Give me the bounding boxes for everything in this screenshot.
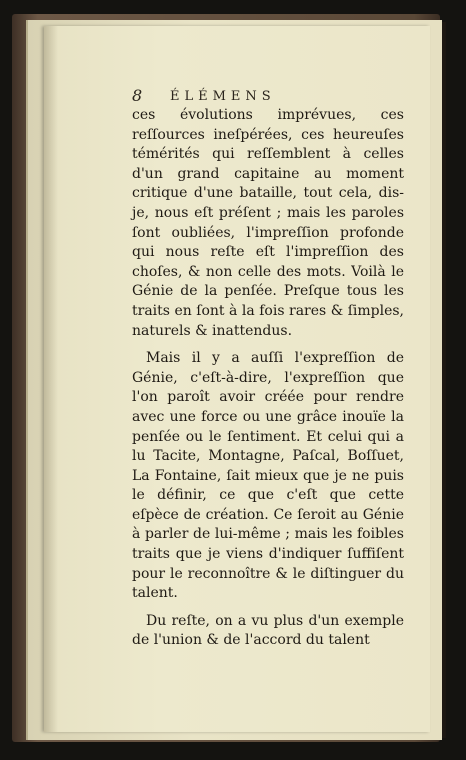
paragraph-3: Du reſte, on a vu plus d'un exemple de l'union & de l'accord du talent — [132, 612, 404, 649]
page-number: 8 — [132, 86, 143, 105]
gutter-shadow — [44, 26, 58, 732]
page-body — [132, 106, 404, 651]
paragraph-2: Mais il y a auſſi l'expreſſion de Génie, c'eſt-à-dire, l'expreſſion que l'on paroît avoir créée pour rendre avec une force ou une grâce inouïe la penſée ou le ſentiment. Et celui qui a lu Tacite, Montagne, Paſcal, Boſſuet, La Fontaine, ſait mieux que je ne puis le définir, ce que c'eſt que cette eſpèce de création. Ce ſeroit au Génie à parler de lui-même ; mais les foibles traits que je viens d'indiquer ſuffiſent pour le reconnoître & le diſtinguer du talent. — [132, 350, 404, 602]
running-head: ÉLÉMENS — [170, 89, 276, 104]
paragraph-1: ces évolutions imprévues, ces reſſources ineſpérées, ces heureuſes témérités qui reſſemblent à celles d'un grand capitaine au moment critique d'une bataille, tout cela, dis-je, nous eſt préſent ; mais les paroles ſont oubliées, l'impreſſion profonde qui nous reſte eſt l'impreſſion des choſes, & non celle des mots. Voilà le Génie de la penſée. Preſque tous les traits en ſont à la fois rares & ſimples, naturels & inattendus. — [132, 107, 404, 339]
page-header — [87, 62, 387, 106]
